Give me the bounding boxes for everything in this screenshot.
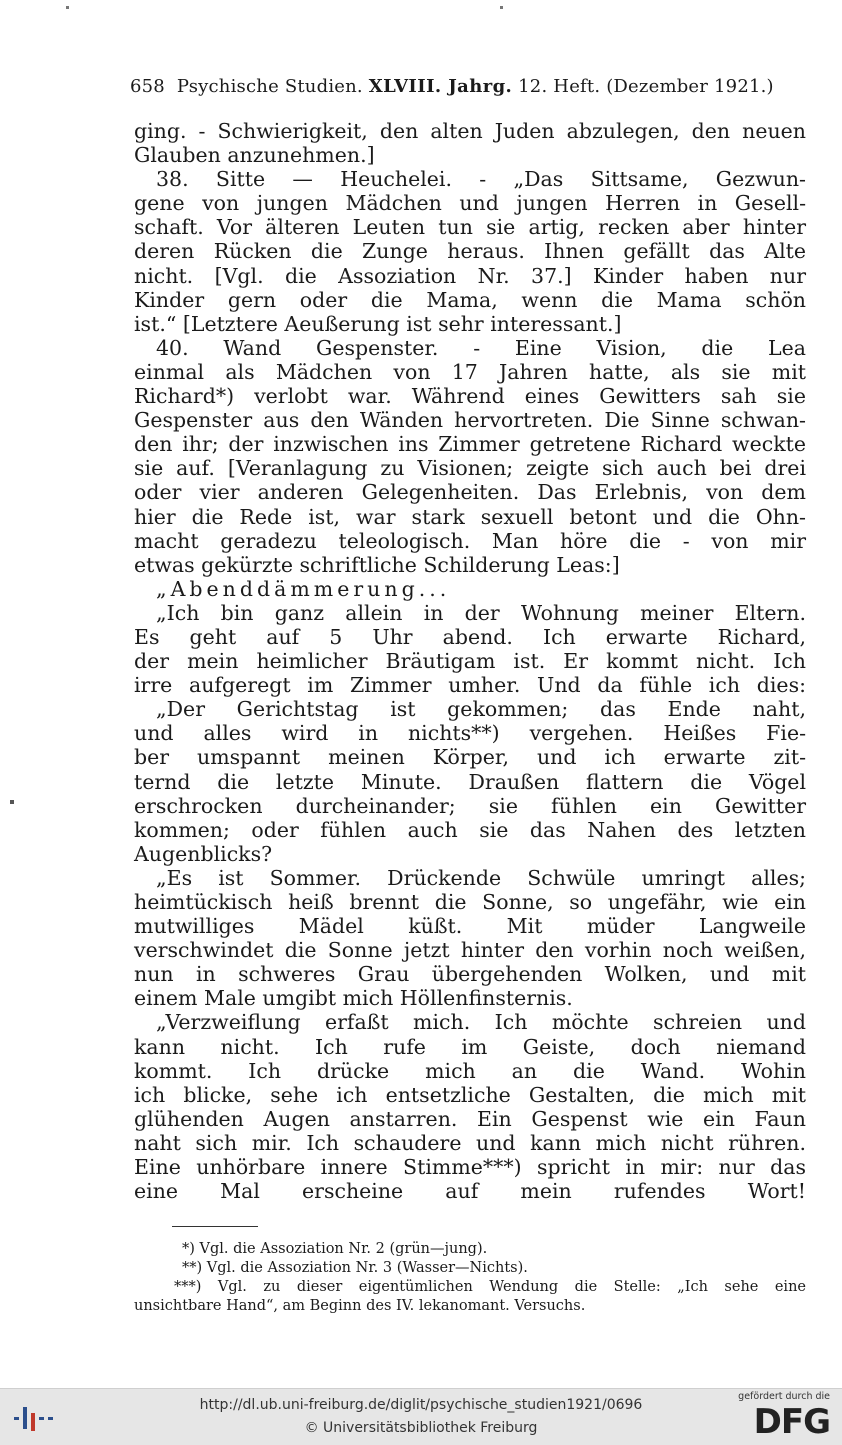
body-text bbox=[134, 119, 806, 1203]
margin-mark bbox=[10, 800, 14, 804]
scan-marks bbox=[0, 6, 842, 16]
copyright-notice: © Universitätsbibliothek Freiburg bbox=[304, 1420, 538, 1436]
text-line: Richard*) verlobt war. Während eines Gewitters sah sie bbox=[134, 384, 806, 409]
text-line: Glauben anzunehmen.] bbox=[134, 143, 375, 168]
text-line: ist.“ [Letztere Aeußerung ist sehr interessant.] bbox=[134, 311, 622, 336]
text-line: irre aufgeregt im Zimmer umher. Und da fühle ich dies: bbox=[134, 673, 806, 698]
text-line: 38. Sitte — Heuchelei. - „Das Sittsame, Gezwun- bbox=[156, 167, 806, 192]
text-line: einem Male umgibt mich Höllenfinsternis. bbox=[134, 986, 573, 1011]
text-line: macht geradezu teleologisch. Man höre die - von mir bbox=[134, 528, 806, 553]
text-line: oder vier anderen Gelegenheiten. Das Erlebnis, von dem bbox=[134, 480, 806, 505]
text-line: Augenblicks? bbox=[134, 841, 273, 866]
footnote: ***) Vgl. zu dieser eigentümlichen Wendung die Stelle: „Ich sehe eine bbox=[174, 1279, 806, 1295]
text-line: kommen; oder fühlen auch sie das Nahen des letzten bbox=[134, 817, 806, 842]
text-line: schaft. Vor älteren Leuten tun sie artig, recken aber hinter bbox=[134, 215, 806, 240]
text-line: ich blicke, sehe ich entsetzliche Gestalten, die mich mit bbox=[134, 1082, 806, 1107]
text-line: und alles wird in nichts**) vergehen. Heißes Fie- bbox=[134, 721, 806, 746]
text-line: verschwindet die Sonne jetzt hinter den vorhin noch weißen, bbox=[134, 938, 806, 963]
text-line: mutwilliges Mädel küßt. Mit müder Langweile bbox=[134, 914, 806, 939]
text-line: heimtückisch heiß brennt die Sonne, so ungefähr, wie ein bbox=[134, 890, 806, 914]
text-line: „Der Gerichtstag ist gekommen; das Ende naht, bbox=[156, 697, 806, 722]
journal-title: Psychische Studien. bbox=[176, 76, 363, 97]
text-line: „Es ist Sommer. Drückende Schwüle umringt alles; bbox=[156, 865, 806, 890]
permalink-url[interactable]: http://dl.ub.uni-freiburg.de/diglit/psychische_studien1921/0696 bbox=[199, 1397, 643, 1413]
text-line: der mein heimlicher Bräutigam ist. Er kommt nicht. Ich bbox=[134, 649, 806, 674]
text-line: den ihr; der inzwischen ins Zimmer getretene Richard weckte bbox=[134, 432, 806, 457]
text-line: „Abenddämmerung... bbox=[156, 576, 451, 601]
text-line: naht sich mir. Ich schaudere und kann mich nicht rühren. bbox=[134, 1130, 806, 1155]
page-number: 658 bbox=[130, 76, 165, 97]
issue-date: (Dezember 1921.) bbox=[606, 76, 774, 97]
text-line: einmal als Mädchen von 17 Jahren hatte, als sie mit bbox=[134, 359, 806, 384]
footnote: *) Vgl. die Assoziation Nr. 2 (grün—jung). bbox=[182, 1241, 488, 1257]
text-line: ternd die letzte Minute. Draußen flattern die Vögel bbox=[134, 769, 806, 794]
text-line: Kinder gern oder die Mama, wenn die Mama schön bbox=[134, 287, 806, 312]
text-line: ber umspannt meinen Körper, und ich erwarte zit- bbox=[134, 745, 806, 770]
text-line: etwas gekürzte schriftliche Schilderung Leas:] bbox=[134, 552, 620, 577]
dfg-logo: DFG bbox=[753, 1402, 830, 1442]
text-line: deren Rücken die Zunge heraus. Ihnen gefällt das Alte bbox=[134, 239, 806, 264]
footnote-rule bbox=[172, 1226, 258, 1227]
text-line: „Ich bin ganz allein in der Wohnung meiner Eltern. bbox=[156, 600, 806, 625]
text-line: Eine unhörbare innere Stimme***) spricht in mir: nur das bbox=[134, 1155, 806, 1180]
text-line: glühenden Augen anstarren. Ein Gespenst wie ein Faun bbox=[134, 1106, 806, 1131]
funding-caption: gefördert durch die bbox=[738, 1391, 830, 1402]
text-line: gene von jungen Mädchen und jungen Herren in Gesell- bbox=[134, 191, 806, 216]
text-line: Gespenster aus den Wänden hervortreten. Die Sinne schwan- bbox=[134, 408, 806, 433]
volume-label: XLVIII. Jahrg. bbox=[368, 76, 513, 97]
text-line: erschrocken durcheinander; sie fühlen ein Gewitter bbox=[134, 793, 806, 818]
footnote: **) Vgl. die Assoziation Nr. 3 (Wasser—Nichts). bbox=[182, 1260, 528, 1276]
text-line: „Verzweiflung erfaßt mich. Ich möchte schreien und bbox=[156, 1010, 806, 1035]
text-line: hier die Rede ist, war stark sexuell betont und die Ohn- bbox=[134, 504, 806, 529]
text-line: 40. Wand Gespenster. - Eine Vision, die Lea bbox=[156, 335, 806, 360]
issue-label: 12. Heft. bbox=[518, 76, 601, 97]
running-head bbox=[130, 76, 774, 97]
text-line: kommt. Ich drücke mich an die Wand. Wohin bbox=[134, 1058, 806, 1083]
text-line: sie auf. [Veranlagung zu Visionen; zeigte sich auch bei drei bbox=[134, 456, 806, 481]
text-line: nun in schweres Grau übergehenden Wolken, und mit bbox=[134, 962, 806, 987]
text-line: nicht. [Vgl. die Assoziation Nr. 37.] Kinder haben nur bbox=[134, 263, 806, 288]
text-line: ging. - Schwierigkeit, den alten Juden abzulegen, den neuen bbox=[134, 119, 806, 143]
footnotes bbox=[134, 1240, 806, 1316]
viewer-footer bbox=[0, 1388, 842, 1445]
text-line: kann nicht. Ich rufe im Geiste, doch niemand bbox=[134, 1034, 806, 1059]
text-line: Es geht auf 5 Uhr abend. Ich erwarte Richard, bbox=[134, 624, 806, 649]
text-line: eine Mal erscheine auf mein rufendes Wort! bbox=[134, 1179, 806, 1204]
footnote: unsichtbare Hand“, am Beginn des IV. lekanomant. Versuchs. bbox=[134, 1298, 586, 1314]
